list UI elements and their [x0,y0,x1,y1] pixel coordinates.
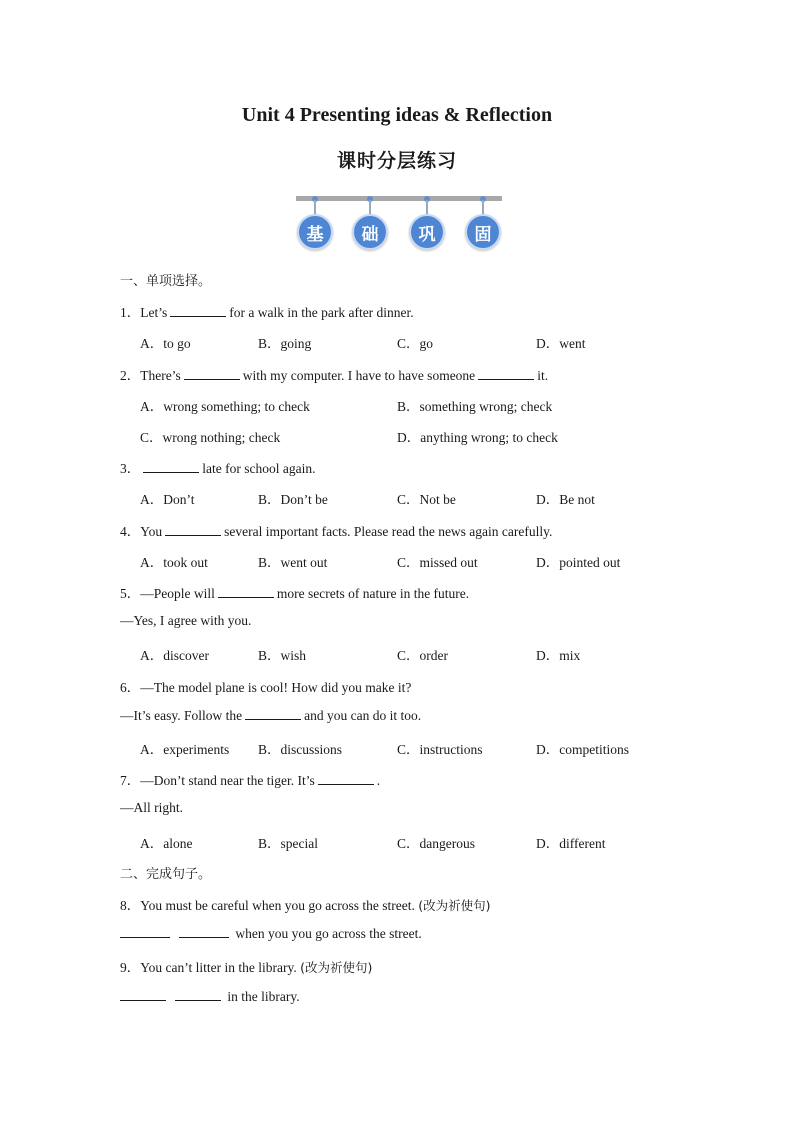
answer-blank [120,988,166,1001]
reply-text: —It’s easy. Follow the [120,708,243,723]
option-a: A．alone [140,836,193,851]
question-2 [120,364,548,384]
question-text: several important facts. Please read the news again carefully. [224,524,553,539]
question-text: . [376,773,381,788]
question-text: for a walk in the park after dinner. [229,305,414,320]
option-c: C．Not be [397,492,456,507]
option-b: B．went out [258,555,328,570]
option-a: A．took out [140,555,208,570]
option-a: A．to go [140,336,191,351]
question-text: —People will [140,586,215,601]
question-number: 9． [120,960,141,975]
section-heading-2: 二、完成句子。 [120,867,212,882]
option-d: D．Be not [536,492,595,507]
answer-blank [184,367,240,380]
badge-gong: 巩 [409,214,445,250]
question-5 [120,582,469,602]
option-b: B．Don’t be [258,492,328,507]
option-d: D．different [536,836,606,851]
answer-text: in the library. [227,989,300,1004]
question-hint: (改为祈使句) [418,898,491,913]
question-8-answer [120,925,422,942]
option-c: C．wrong nothing; check [140,430,281,445]
question-text: There’s [140,368,181,383]
section-heading-1: 一、单项选择。 [120,274,212,289]
question-text: it. [537,368,549,383]
question-1 [120,301,414,321]
option-d: D．went [536,336,586,351]
option-c: C．instructions [397,742,483,757]
question-text: with my computer. I have to have someone [242,368,476,383]
page-title: Unit 4 Presenting ideas & Reflection [241,104,553,126]
question-hint: (改为祈使句) [300,960,373,975]
option-b: B．discussions [258,742,343,757]
question-5-reply: —Yes, I agree with you. [120,613,252,628]
question-text: late for school again. [202,461,316,476]
answer-blank [143,460,199,473]
option-b: B．something wrong; check [397,399,553,414]
question-number: 5． [120,586,141,601]
option-a: A．experiments [140,742,230,757]
question-text: You must be careful when you go across the street. [140,898,415,913]
answer-blank [170,304,226,317]
reply-text: and you can do it too. [304,708,422,723]
question-number: 8． [120,898,141,913]
option-a: A．Don’t [140,492,195,507]
question-number: 2． [120,368,141,383]
answer-blank [318,772,374,785]
section-badge-group [296,194,502,256]
answer-blank [175,988,221,1001]
question-text: You can’t litter in the library. [140,960,297,975]
question-number: 6． [120,680,141,695]
question-6 [120,676,411,696]
option-d: D．anything wrong; to check [397,430,558,445]
question-text: more secrets of nature in the future. [276,586,470,601]
question-6-reply [120,707,421,724]
question-number: 7． [120,773,141,788]
answer-blank [120,925,170,938]
option-d: D．mix [536,648,581,663]
option-a: A．wrong something; to check [140,399,310,414]
question-9-answer [120,988,300,1005]
question-7 [120,769,380,789]
option-a: A．discover [140,648,209,663]
answer-blank [218,585,274,598]
question-number: 4． [120,524,141,539]
option-c: C．go [397,336,434,351]
option-c: C．order [397,648,448,663]
question-text: —The model plane is cool! How did you make it? [140,680,412,695]
question-number: 1． [120,305,141,320]
answer-text: when you you go across the street. [235,926,422,941]
badge-chu: 础 [352,214,388,250]
option-b: B．wish [258,648,307,663]
answer-blank [478,367,534,380]
question-text: You [140,524,163,539]
question-number: 3． [120,461,141,476]
answer-blank [245,707,301,720]
option-b: B．special [258,836,318,851]
option-d: D．competitions [536,742,629,757]
answer-blank [179,925,229,938]
page-subtitle: 课时分层练习 [336,150,457,172]
question-text: —Don’t stand near the tiger. It’s [140,773,315,788]
question-4 [120,520,552,540]
option-c: C．missed out [397,555,478,570]
question-7-reply: —All right. [120,800,183,815]
question-text: Let’s [140,305,168,320]
option-b: B．going [258,336,312,351]
badge-ji: 基 [297,214,333,250]
question-8 [120,894,490,914]
question-3 [120,457,315,477]
badge-gu: 固 [465,214,501,250]
option-c: C．dangerous [397,836,475,851]
badge-bar [296,196,502,201]
answer-blank [165,523,221,536]
question-9 [120,956,372,976]
option-d: D．pointed out [536,555,621,570]
